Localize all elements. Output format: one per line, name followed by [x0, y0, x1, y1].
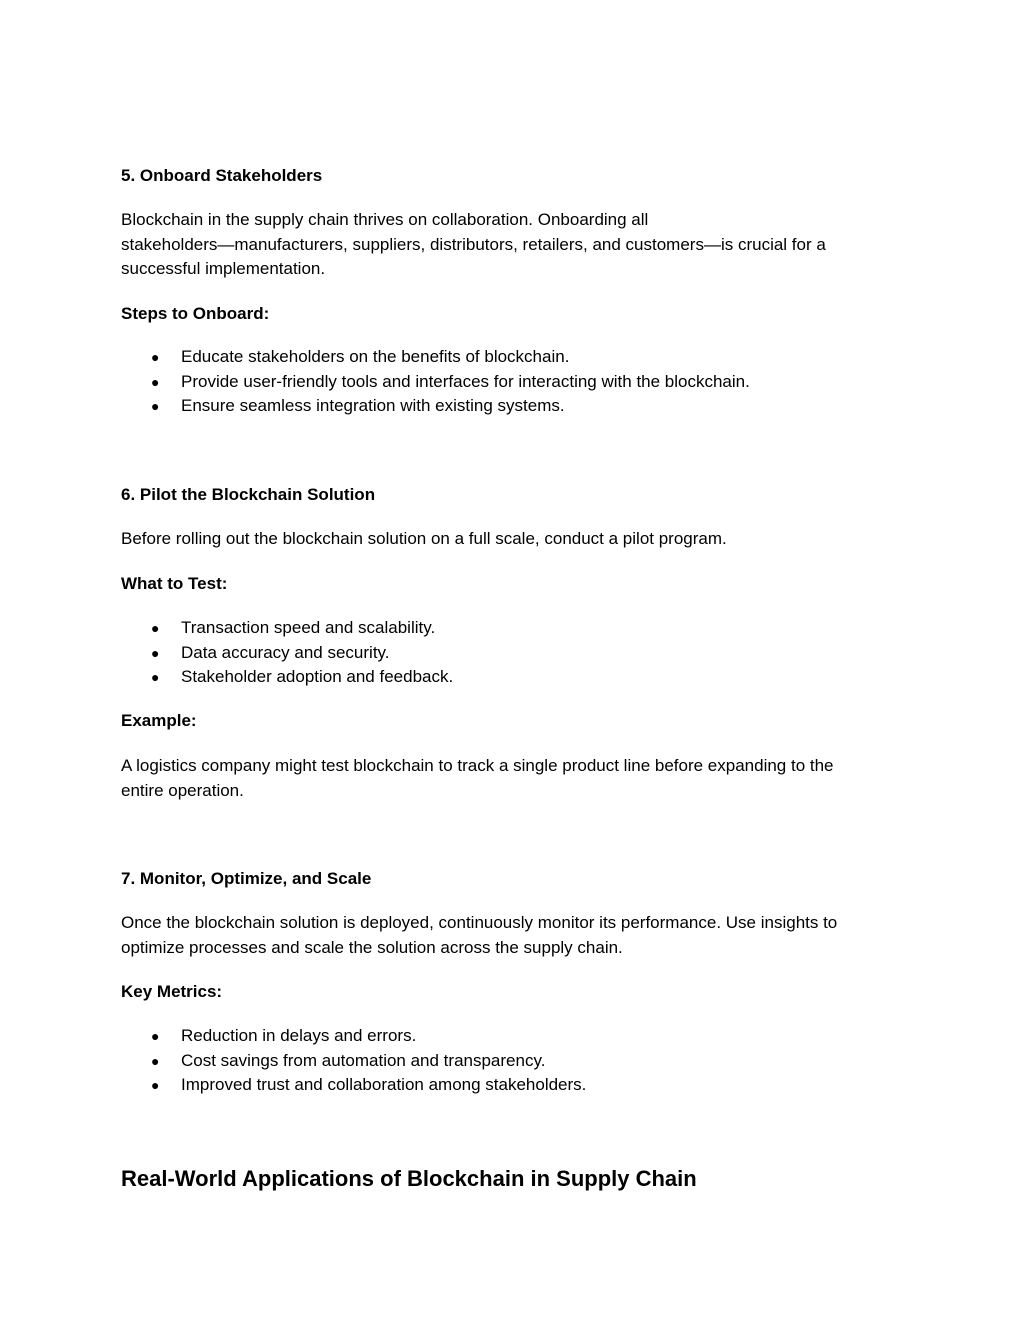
list-item: ● Reduction in delays and errors. — [121, 1024, 586, 1049]
bullet-icon: ● — [151, 644, 160, 661]
section-5-heading: 5. Onboard Stakeholders — [121, 166, 323, 185]
section-7-subheading: Key Metrics: — [121, 982, 223, 1001]
list-item: ● Data accuracy and security. — [121, 641, 453, 666]
section-6-subheading: What to Test: — [121, 574, 228, 593]
section-5-subheading: Steps to Onboard: — [121, 304, 270, 323]
list-item: ● Transaction speed and scalability. — [121, 616, 453, 641]
bullet-icon: ● — [151, 1028, 160, 1044]
bullet-icon: ● — [151, 398, 160, 414]
bullet-icon: ● — [151, 669, 160, 685]
section-6-heading: 6. Pilot the Blockchain Solution — [121, 485, 376, 504]
section-5-paragraph: Blockchain in the supply chain thrives on collaboration. Onboarding all stakeholders—manufacturers, suppliers, distributors, retailers, and customers—is crucial for a successful implementation. — [121, 210, 826, 278]
section-7-heading: 7. Monitor, Optimize, and Scale — [121, 869, 372, 888]
bullet-icon: ● — [151, 620, 160, 636]
bullet-icon: ● — [151, 1052, 160, 1069]
bullet-icon: ● — [151, 1077, 160, 1093]
section-5-list — [121, 345, 750, 419]
real-world-heading: Real-World Applications of Blockchain in Supply Chain — [121, 1166, 697, 1191]
list-item: ● Stakeholder adoption and feedback. — [121, 665, 453, 690]
example-text: A logistics company might test blockchain to track a single product line before expanding to the entire operation. — [121, 756, 834, 800]
list-item: ● Cost savings from automation and transparency. — [121, 1049, 586, 1074]
list-item: ● Improved trust and collaboration among stakeholders. — [121, 1073, 586, 1098]
list-item: ● Educate stakeholders on the benefits of blockchain. — [121, 345, 750, 370]
section-7-list — [121, 1024, 586, 1098]
list-item: ● Provide user-friendly tools and interfaces for interacting with the blockchain. — [121, 370, 750, 395]
bullet-icon: ● — [151, 373, 160, 390]
section-6-list — [121, 616, 453, 690]
list-item: ● Ensure seamless integration with existing systems. — [121, 394, 750, 419]
example-label: Example: — [121, 711, 197, 730]
bullet-icon: ● — [151, 349, 160, 365]
section-6-paragraph: Before rolling out the blockchain solution on a full scale, conduct a pilot program. — [121, 529, 727, 548]
section-7-paragraph: Once the blockchain solution is deployed, continuously monitor its performance. Use insights to optimize processes and scale the solution across the supply chain. — [121, 913, 838, 957]
